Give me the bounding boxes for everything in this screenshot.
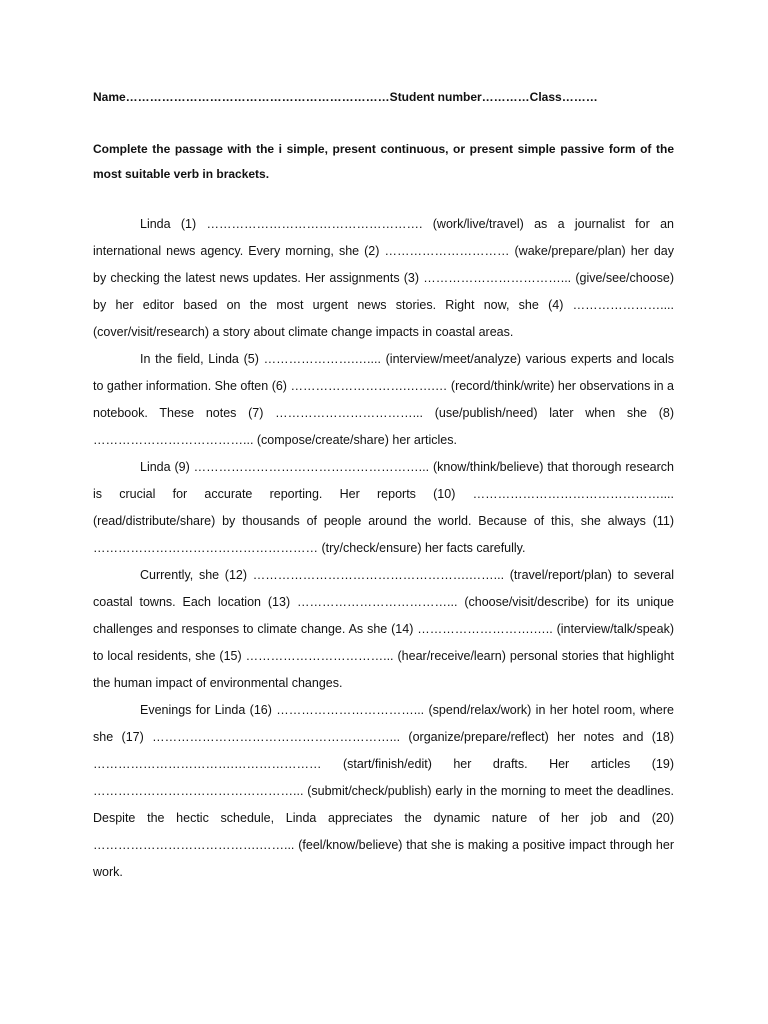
passage-paragraph-4: Currently, she (12) …………………………………………….……... (travel/report/plan) to several coastal towns. Each location (13) ………………………………... (choose/visit/describe) for its unique challenges and responses to climate change. As she (14) ……………………….….. (interview/talk/speak) to local residents, she (15) ……………………………... (hear/receive/learn) personal stories that highlight the human impact of environmental changes. (93, 568, 674, 690)
passage-paragraph-1: Linda (1) ……………………………………………. (work/live/travel) as a journalist for an international news agency. Every morning, she (2) ………………………… (wake/prepare/plan) her day by checking the latest news updates. Her assignments (3) ……………………………... (give/see/choose) by her editor based on the most urgent news stories. Right now, she (4) ………………….... (cover/visit/research) a story about climate change impacts in coastal areas. (93, 217, 674, 339)
passage (93, 211, 674, 886)
passage-paragraph-3: Linda (9) ………………………………………………... (know/think/believe) that thorough research is crucial for accurate reporting. Her reports (10) ……………………………………….... (read/distribute/share) by thousands of people around the world. Because of this, she always (11) ……………………………………………… (try/check/ensure) her facts carefully. (93, 460, 674, 555)
passage-paragraph-5: Evenings for Linda (16) ……………………………... (spend/relax/work) in her hotel room, where she (17) …………………………………………………... (organize/prepare/reflect) her notes and (18) …………………………….………………… (start/finish/edit) her drafts. Her articles (19) …………………………………………... (submit/check/publish) early in the morning to meet the deadlines. Despite the hectic schedule, Linda appreciates the dynamic nature of her job and (20) ………………………………….……... (feel/know/believe) that she is making a positive impact through her work. (93, 703, 674, 879)
passage-paragraph-2: In the field, Linda (5) ………………….….... (interview/meet/analyze) various experts and locals to gather information. She often (6) ……………………….…….… (record/think/write) her observations in a notebook. These notes (7) ……………………………... (use/publish/need) later when she (8) ………………………………... (compose/create/share) her articles. (93, 352, 674, 447)
instructions: Complete the passage with the i simple, present continuous, or present simple passive form of the most suitable verb in brackets. (93, 142, 674, 181)
student-info-line: Name…………………………………………………………Student number…………Class……… (93, 90, 598, 104)
